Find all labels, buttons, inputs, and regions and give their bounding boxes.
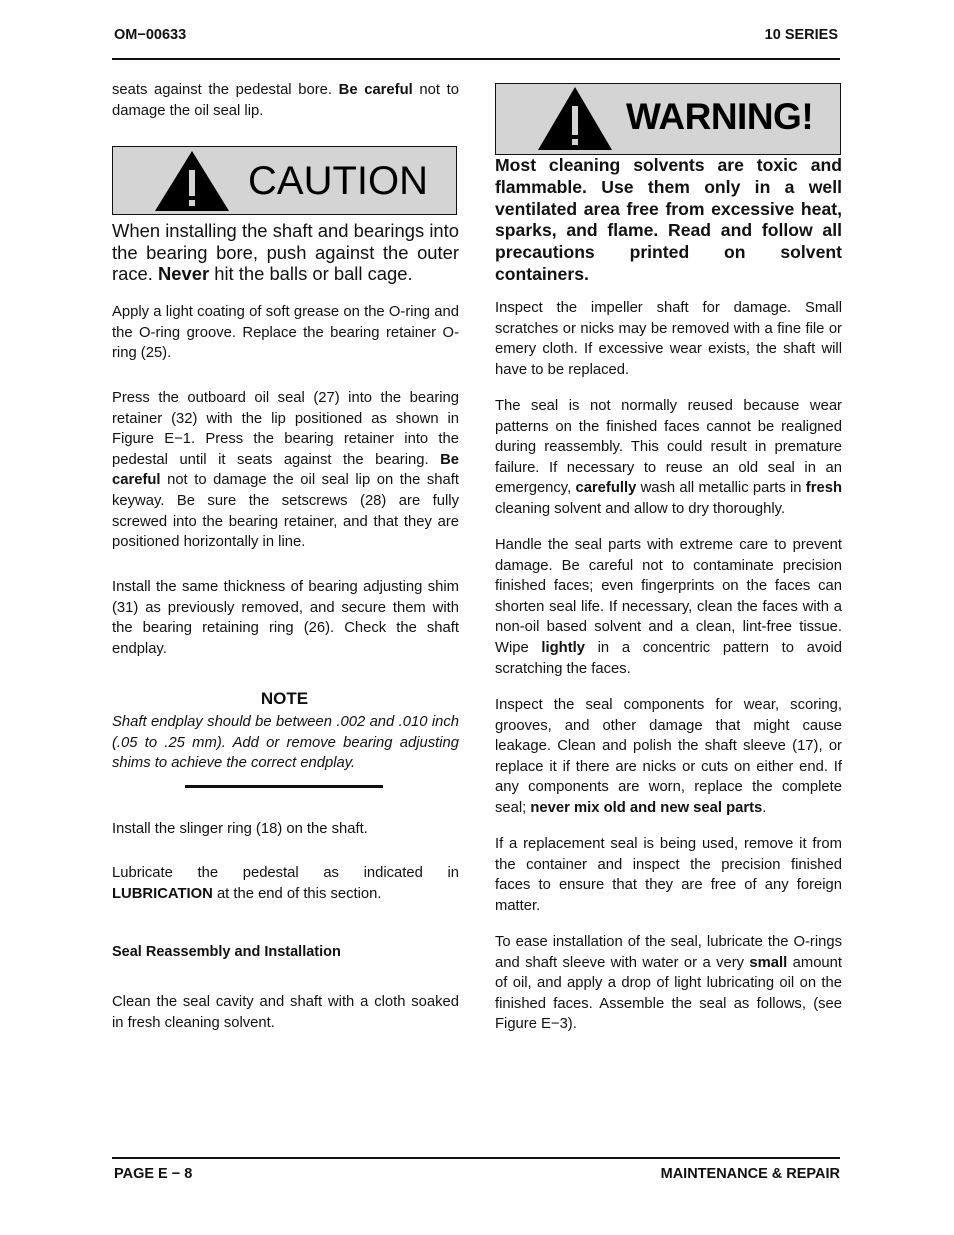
- paragraph: Install the slinger ring (18) on the shaft.: [112, 821, 368, 837]
- page-number: PAGE E − 8: [114, 1166, 193, 1182]
- paragraph: Handle the seal parts with extreme care to prevent damage. Be careful not to contaminate precision finished faces; even fingerprints on the faces can shorten seal life. If necessary, clean the faces with a non-oil based solvent and a clean, lint-free tissue. Wipe lightly in a concentric pattern to avoid scratching the faces.: [495, 537, 842, 677]
- paragraph: The seal is not normally reused because wear patterns on the finished faces cannot be realigned during reassembly. This could result in premature failure. If necessary to reuse an old seal in an emergency, carefully wash all metallic parts in fresh cleaning solvent and allow to dry thoroughly.: [495, 398, 842, 517]
- paragraph: To ease installation of the seal, lubricate the O-rings and shaft sleeve with water or a very small amount of oil, and apply a drop of light lubricating oil on the finished faces. Assemble the seal as follows, (see Figure E−3).: [495, 934, 843, 1033]
- warning-label: WARNING!: [626, 96, 814, 137]
- paragraph: Inspect the impeller shaft for damage. Small scratches or nicks may be removed with a fine file or emery cloth. If excessive wear exists, the shaft will have to be replaced.: [495, 300, 842, 378]
- note-text: Shaft endplay should be between .002 and .010 inch (.05 to .25 mm). Add or remove bearing adjusting shims to achieve the correct endplay.: [112, 714, 459, 772]
- note-divider: [185, 785, 383, 788]
- footer-rule: [112, 1157, 840, 1159]
- paragraph: If a replacement seal is being used, remove it from the container and inspect the precision finished faces to ensure that they are free of any foreign matter.: [495, 836, 842, 914]
- note-title: NOTE: [260, 689, 309, 708]
- section-subheading: Seal Reassembly and Installation: [112, 944, 341, 960]
- series-label: 10 SERIES: [764, 27, 838, 43]
- warning-triangle-icon: [153, 150, 231, 212]
- section-title: MAINTENANCE & REPAIR: [660, 1166, 840, 1182]
- paragraph: Inspect the seal components for wear, scoring, grooves, and other damage that might cause leakage. Clean and polish the shaft sleeve (17), or replace it if there are nicks or cuts on either end. If any components are worn, replace the complete seal; never mix old and new seal parts.: [495, 697, 842, 816]
- paragraph: Install the same thickness of bearing adjusting shim (31) as previously removed, and secure them with the bearing retaining ring (26). Check the shaft endplay.: [112, 579, 459, 657]
- paragraph: Clean the seal cavity and shaft with a cloth soaked in fresh cleaning solvent.: [112, 994, 459, 1031]
- paragraph: Lubricate the pedestal as indicated in LUBRICATION at the end of this section.: [112, 865, 459, 902]
- document-number: OM−00633: [114, 27, 187, 43]
- header-rule: [112, 58, 840, 60]
- paragraph: Apply a light coating of soft grease on the O-ring and the O-ring groove. Replace the bearing retainer O-ring (25).: [112, 304, 459, 362]
- caution-text: When installing the shaft and bearings into the bearing bore, push against the outer race. Never hit the balls or ball cage.: [112, 220, 459, 285]
- warning-triangle-icon: [536, 86, 614, 151]
- caution-banner: [112, 146, 457, 215]
- caution-label: CAUTION: [248, 159, 428, 203]
- paragraph: seats against the pedestal bore. Be careful not to damage the oil seal lip.: [112, 82, 459, 119]
- paragraph: Press the outboard oil seal (27) into the bearing retainer (32) with the lip positioned as shown in Figure E−1. Press the bearing retainer into the pedestal until it seats against the bearing. Be careful not to damage the oil seal lip on the shaft keyway. Be sure the setscrews (28) are fully screwed into the bearing retainer, and that they are positioned horizontally in line.: [112, 390, 459, 551]
- warning-banner: [495, 83, 841, 155]
- warning-text: Most cleaning solvents are toxic and flammable. Use them only in a well ventilated area free from excessive heat, sparks, and flame. Read and follow all precautions printed on solvent containers.: [495, 155, 842, 284]
